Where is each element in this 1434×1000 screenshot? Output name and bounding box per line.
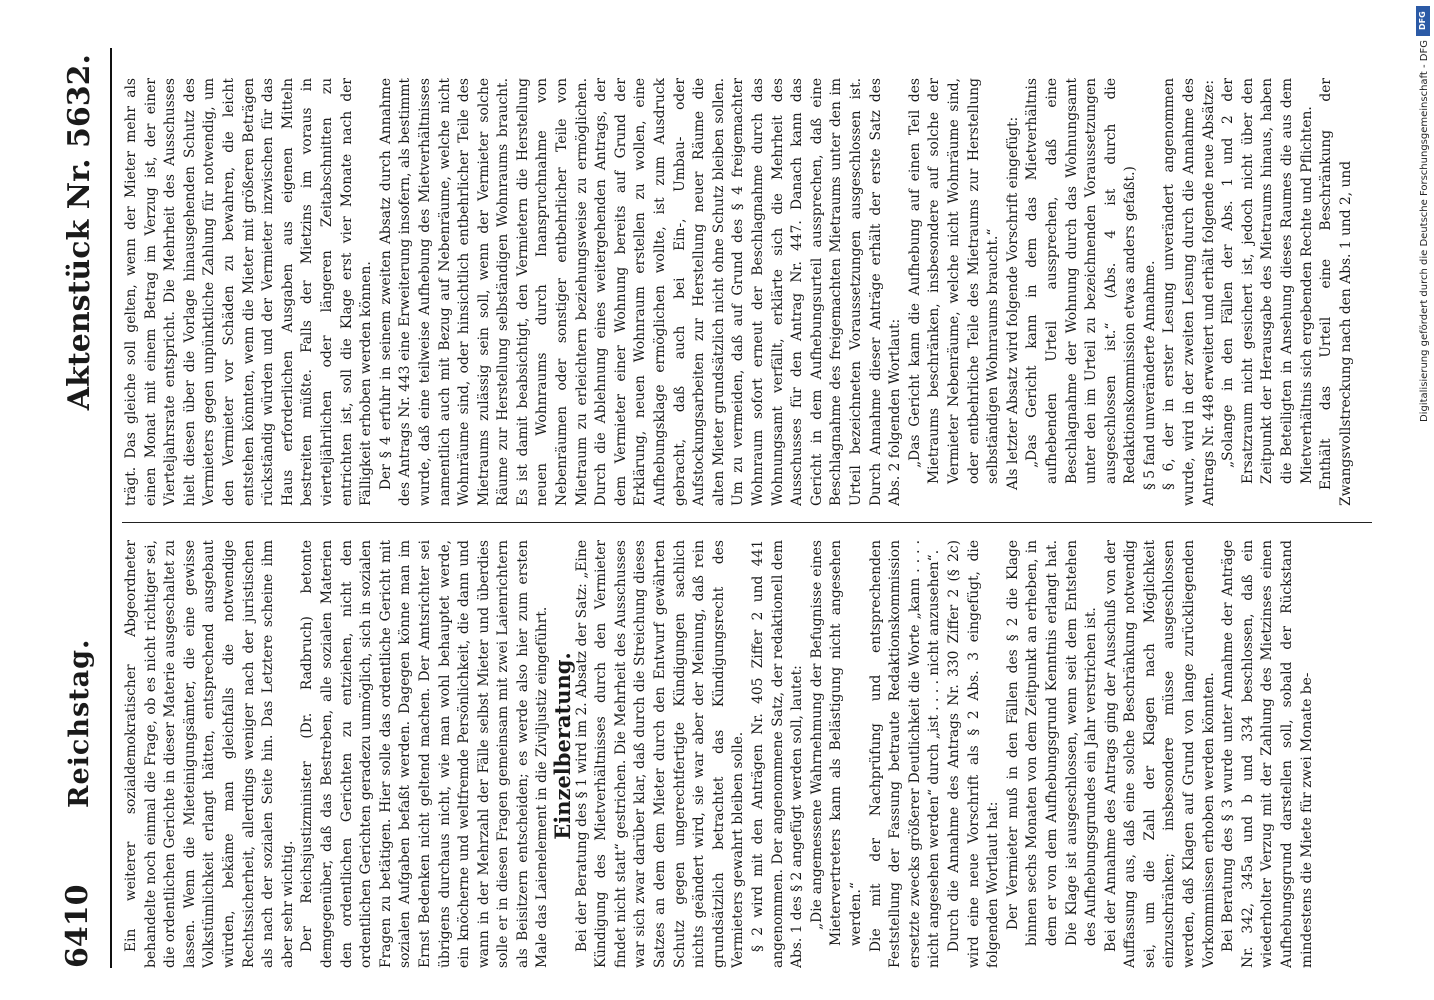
attribution-sidebar	[1412, 0, 1434, 1000]
paragraph: trägt. Das gleiche soll gelten, wenn der Mieter mehr als einen Monat mit einem Betrag im Verzug ist, der einer Vierteljahrsrate entspricht. Die Mehrheit des Ausschusses hielt diesen über die Vorlage hinausgehenden Schutz des Vermieters gegen unpünktliche Zahlung für notwendig, um den Vermieter vor Schäden zu bewahren, die leicht entstehen könnten, wenn die Mieter mit größeren Beträgen rückständig würden und der Vermieter inzwischen für das Haus erforderlichen Ausgaben aus eigenen Mitteln bestreiten müßte. Falls der Mietzins im voraus in vierteljährlichen oder längeren Zeitabschnitten zu entrichten ist, soll die Klage erst vier Monate nach der Fälligkeit erhoben werden können.	[123, 78, 375, 506]
right-column	[122, 78, 1384, 506]
left-column	[122, 540, 1384, 968]
paragraph: Bei der Annahme des Antrags ging der Ausschuß von der Auffassung aus, daß eine solche Beschränkung notwendig sei, um die Zahl der Klagen nach Möglichkeit einzuschränken; insbesondere müsse ausgeschlossen werden, daß Klagen auf Grund von lange zurückliegenden Vorkommnissen erhoben werden könnten.	[1102, 540, 1217, 968]
quoted-provision: „Solange in den Fällen der Abs. 1 und 2 der Ersatzraum nicht gesichert ist, jedoch nicht über den Zeitpunkt der Herausgabe des Mietraums hinaus, haben die Beteiligten in Ansehung dieses Raumes die aus dem Mietverhältnis sich ergebenden Rechte und Pflichten.	[1220, 78, 1315, 484]
quoted-provision: Der Vermieter muß in den Fällen des § 2 die Klage binnen sechs Monaten von dem Zeitpunkt an erheben, in dem er von dem Aufhebungsgrund Kenntnis erlangt hat. Die Klage ist ausgeschlossen, wenn seit dem Entstehen des Aufhebungsgrundes ein Jahr verstrichen ist.	[1004, 540, 1100, 946]
paragraph: Als letzter Absatz wird folgende Vorschrift eingefügt:	[1004, 116, 1021, 490]
document-number: Aktenstück Nr. 5632.	[62, 54, 97, 411]
paragraph: Enthält das Urteil eine Beschränkung der Zwangsvollstreckung nach den Abs. 1 und 2, und	[1318, 78, 1354, 506]
paragraph: § 5 fand unveränderte Annahme.	[1141, 260, 1158, 490]
paragraph: Die mit der Nachprüfung und entsprechenden Feststellung der Fassung betraute Redaktionskommission ersetzte zwecks größerer Deutlichkeit die Worte „kann . . . . nicht angesehen werden“ durch „ist . . . . nicht anzusehen“.	[867, 540, 943, 968]
paragraph: Ein weiterer sozialdemokratischer Abgeordneter behandelte noch einmal die Frage, ob es nicht richtiger sei, die ordentlichen Gerichte in dieser Materie ausgeschaltet zu lassen. Wenn die Mieteinigungsämter, die eine gewisse Volkstümlichkeit erlangt hätten, entsprechend ausgebaut würden, bekäme man gleichfalls die notwendige Rechtssicherheit, allerdings weniger nach der juristischen als nach der sozialen Seite hin. Das Letztere scheine ihm aber sehr wichtig.	[123, 540, 296, 968]
quoted-provision: „Das Gericht kann die Aufhebung auf einen Teil des Mietraums beschränken, insbesondere auf solche der Vermieter Nebenräume, welche nicht Wohnräume sind, oder entbehrliche Teile des Mietraums zur Herstellung selbständigen Wohnraums braucht.“	[906, 78, 1002, 484]
paragraph: Der § 4 erfuhr in seinem zweiten Absatz durch Annahme des Antrags Nr. 443 eine Erweiterung insofern, als bestimmt wurde, daß eine teilweise Aufhebung des Mietverhältnisses namentlich auch mit Bezug auf Nebenräume, welche nicht Wohnräume sind, oder hinsichtlich entbehrlicher Teile des Mietraums zulässig sein soll, wenn der Vermieter solche Räume zur Herstellung selbständigen Wohnraums braucht. Es ist damit beabsichtigt, den Vermietern die Herstellung neuen Wohnraums durch Inanspruchnahme von Nebenräumen oder sonstiger entbehrlicher Teile von Mietraum zu erleichtern beziehungsweise zu ermöglichen. Durch die Ablehnung eines weitergehenden Antrags, der dem Vermieter einer Wohnung bereits auf Grund der Erklärung, neuen Wohnraum erstellen zu wollen, eine Aufhebungsklage ermöglichen wollte, ist zum Ausdruck gebracht, daß auch bei Ein-, Umbau- oder Aufstockungsarbeiten zur Herstellung neuer Räume die alten Mieter grundsätzlich nicht ohne Schutz bleiben sollen. Um zu vermeiden, daß auf Grund des § 4 freigemachter Wohnraum sofort erneut der Beschlagnahme durch das Wohnungsamt verfällt, erklärte sich die Mehrheit des Ausschusses für den Antrag Nr. 447. Danach kann das Gericht in dem Aufhebungsurteil aussprechen, daß eine Beschlagnahme des freigemachten Mietraums unter den im Urteil bezeichneten Voraussetzungen ausgeschlossen ist. Durch Annahme dieser Anträge erhält der erste Satz des Abs. 2 folgenden Wortlaut:	[377, 78, 904, 506]
page-header	[52, 48, 112, 968]
section-heading: Einzelberatung.	[550, 652, 576, 840]
paragraph: Durch die Annahme des Antrags Nr. 330 Ziffer 2 (§ 2c) wird eine neue Vorschrift als § 2 Abs. 3 eingefügt, die folgenden Wortlaut hat:	[945, 540, 1002, 968]
page-number: 6410	[60, 884, 95, 968]
paragraph: § 2 wird mit den Anträgen Nr. 405 Ziffer 2 und 441 angenommen. Der angenommene Satz, der redaktionell dem Abs. 1 des § 2 angefügt werden soll, lautet:	[750, 540, 806, 968]
paragraph: Der Reichsjustizminister (Dr. Radbruch) betonte demgegenüber, daß das Bestreben, alle sozialen Materien den ordentlichen Gerichten zu entziehen, nicht den ordentlichen Gerichten geradezu unmöglich, sich in sozialen Fragen zu betätigen. Hier solle das ordentliche Gericht mit sozialen Aufgaben befaßt werden. Dagegen könne man im Ernst Bedenken nicht geltend machen. Der Amtsrichter sei übrigens durchaus nicht, wie man wohl behauptet werde, ein knöcherne und weltfremde Persönlichkeit, die dann und wann in der Mehrzahl der Fälle selbst Mieter und überdies solle er in diesen Fragen gemeinsam mit zwei Laienrichtern als Beisitzern entscheiden; es werde also hier zum ersten Male das Laienelement in die Ziviljustiz eingeführt.	[299, 540, 551, 968]
rotated-document-page	[52, 48, 1392, 968]
running-title: Reichstag.	[64, 638, 95, 808]
column-divider	[122, 522, 1372, 523]
paragraph: Bei der Beratung des § 1 wird im 2. Absatz der Satz: „Eine Kündigung des Mietverhältnisses durch den Vermieter findet nicht statt“ gestrichen. Die Mehrheit des Ausschusses war sich zwar darüber klar, daß durch die Streichung dieses Satzes an dem dem Mieter durch den Entwurf gewährten Schutz gegen ungerechtfertigte Kündigungen sachlich nichts geändert wird, sie war aber der Meinung, daß rein grundsätzlich betrachtet das Kündigungsrecht des Vermieters gewahrt bleiben solle.	[573, 540, 747, 968]
quoted-provision: „Die angemessene Wahrnehmung der Befugnisse eines Mietervertreters kann als Belästigung nicht angesehen werden.“	[808, 540, 864, 946]
paragraph: Bei Beratung des § 3 wurde unter Annahme der Anträge Nr. 342, 345a und b und 334 beschlossen, daß ein wiederholter Verzug mit der Zahlung des Mietzinses einen Aufhebungsgrund darstellen soll, sobald der Rückstand mindestens die Miete für zwei Monate be-	[1220, 540, 1315, 968]
attribution-text: Digitalisierung gefördert durch die Deutsche Forschungsgemeinschaft - DFG	[1419, 40, 1430, 423]
paragraph: § 6, der in erster Lesung unverändert angenommen wurde, wird in der zweiten Lesung durch die Annahme des Antrags Nr. 448 erweitert und erhält folgende neue Absätze:	[1161, 78, 1217, 506]
quoted-provision: „Das Gericht kann in dem das Mietverhältnis aufhebenden Urteil aussprechen, daß eine Beschlagnahme der Wohnung durch das Wohnungsamt unter den im Urteil zu bezeichnenden Voraussetzungen ausgeschlossen ist.“ (Abs. 4 ist durch die Redaktionskommission etwas anders gefaßt.)	[1024, 78, 1139, 484]
dfg-logo: DFG	[1416, 6, 1430, 36]
